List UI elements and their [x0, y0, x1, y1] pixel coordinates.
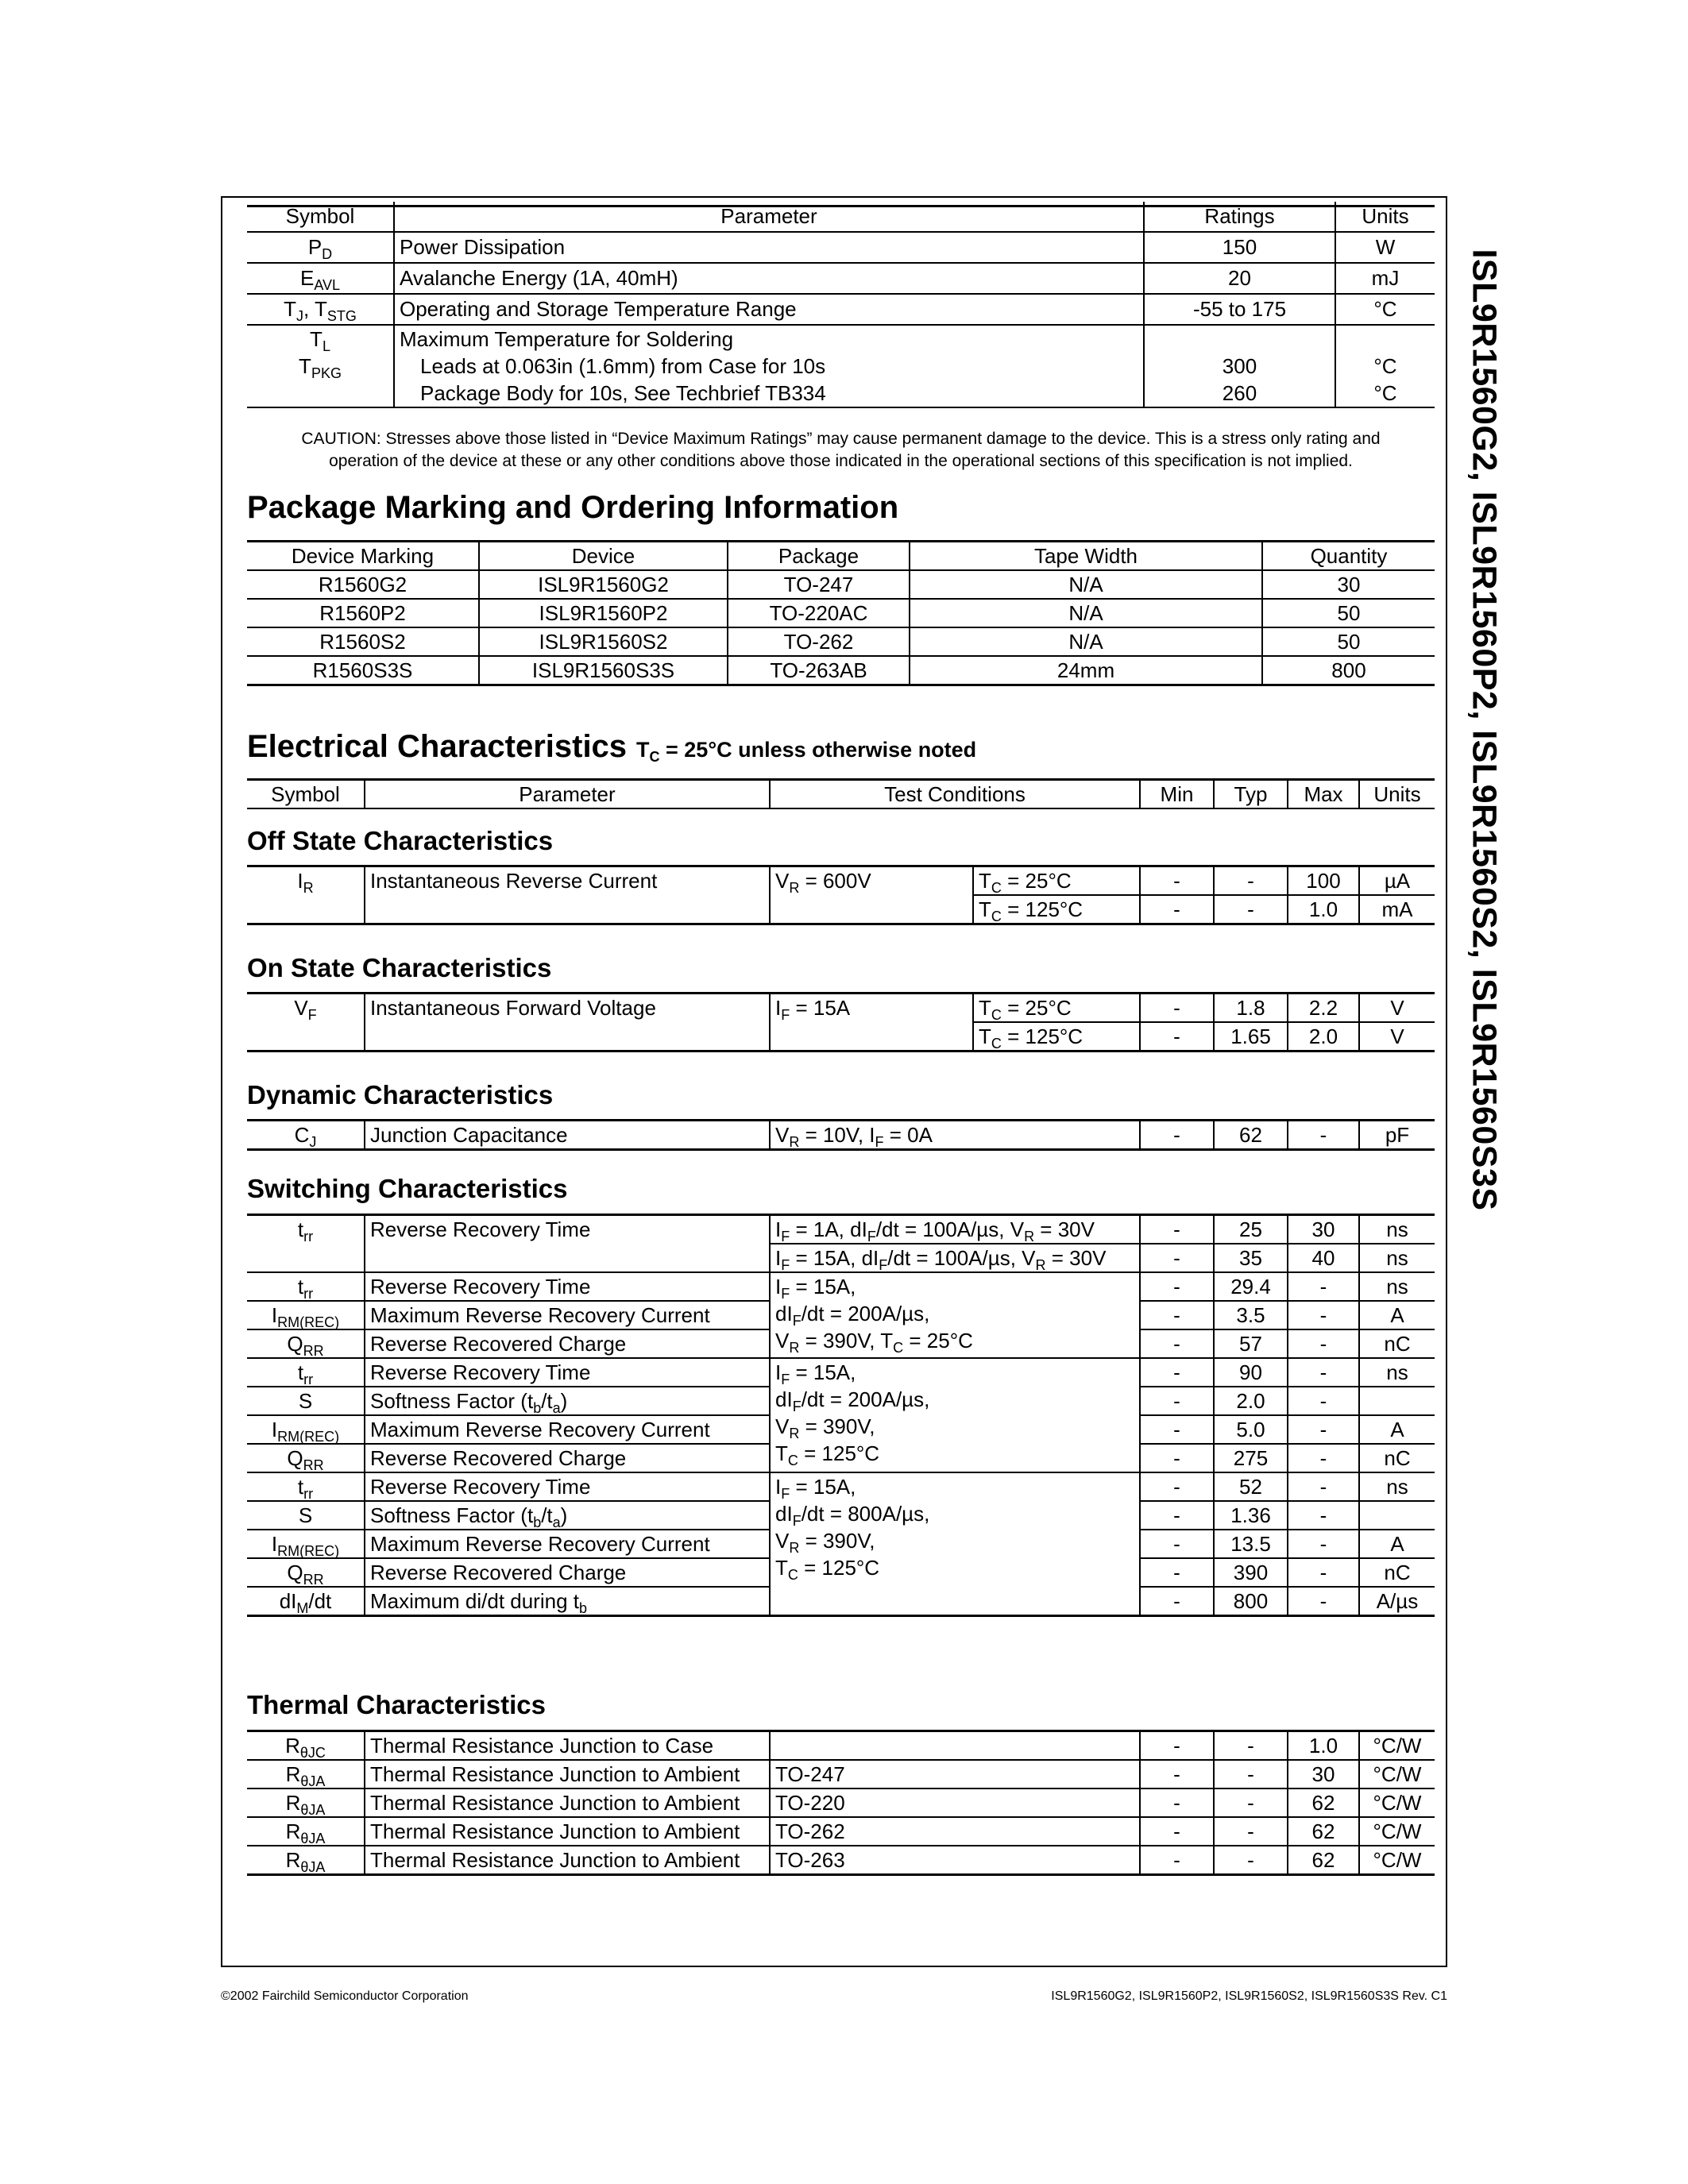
- ratings-header-units: Units: [1335, 202, 1435, 232]
- table-row: $R_{\theta JC}$ Thermal Resistance Junction to Case - - 1.0 °C/W: [247, 1731, 1435, 1761]
- table-row: $I_R$ Instantaneous Reverse Current $V_R = 600V$ $T_C = 25^\circ C$ - - 100 µA: [247, 866, 1435, 896]
- table-row: $R_{\theta JA}$ Thermal Resistance Junction to Ambient TO-247 - - 30 °C/W: [247, 1760, 1435, 1788]
- package-header-quantity: Quantity: [1262, 542, 1435, 571]
- table-row: $R_{\theta JA}$ Thermal Resistance Junction to Ambient TO-220 - - 62 °C/W: [247, 1788, 1435, 1817]
- table-row: $Q_{RR}$ Reverse Recovered Charge - 57 - nC: [247, 1329, 1435, 1358]
- ratings-header-ratings: Ratings: [1144, 202, 1335, 232]
- table-row: $dI_M/dt$ Maximum di/dt during $t_b$ - 800 - A/µs: [247, 1587, 1435, 1616]
- table-row: $t_{rr}$ Reverse Recovery Time $I_F = 1A$, $dI_F/dt = 100A/\mu s$, $V_R = 30V$ - 25 30 ns: [247, 1215, 1435, 1244]
- table-row: $I_{RM(REC)}$ Maximum Reverse Recovery Current - 3.5 - A: [247, 1301, 1435, 1329]
- table-row: $R_{\theta JA}$ Thermal Resistance Junction to Ambient TO-262 - - 62 °C/W: [247, 1817, 1435, 1846]
- table-row: $t_{rr}$ Reverse Recovery Time $I_F = 15A$, $dI_F/dt = 800A/\mu s$, $V_R = 390V$, $T_C = 125^\circ C$ - 52 - ns: [247, 1472, 1435, 1501]
- package-header-tape: Tape Width: [910, 542, 1262, 571]
- electrical-header-table: Symbol Parameter Test Conditions Min Typ Max Units: [247, 778, 1435, 809]
- table-row: R1560P2 ISL9R1560P2 TO-220AC N/A 50: [247, 599, 1435, 627]
- table-row: $R_{\theta JA}$ Thermal Resistance Junction to Ambient TO-263 - - 62 °C/W: [247, 1846, 1435, 1875]
- package-heading: Package Marking and Ordering Information: [247, 490, 899, 525]
- package-header-package: Package: [728, 542, 910, 571]
- table-row: $E_{AVL}$ Avalanche Energy (1A, 40mH) 20 mJ: [247, 263, 1435, 294]
- table-row: $I_{RM(REC)}$ Maximum Reverse Recovery Current - 5.0 - A: [247, 1415, 1435, 1444]
- on-state-title: On State Characteristics: [247, 953, 552, 982]
- table-row: $t_{rr}$ Reverse Recovery Time $I_F = 15A$, $dI_F/dt = 200A/\mu s$, $V_R = 390V$, $T_C = 125^\circ C$ - 90 - ns: [247, 1358, 1435, 1387]
- thermal-table: [247, 1730, 1435, 1876]
- table-row: $I_{RM(REC)}$ Maximum Reverse Recovery Current - 13.5 - A: [247, 1530, 1435, 1558]
- table-row: S Softness Factor $(t_b/t_a)$ - 2.0 -: [247, 1387, 1435, 1415]
- ratings-table: [247, 202, 1435, 408]
- thermal-title: Thermal Characteristics: [247, 1690, 547, 1719]
- package-header-marking: Device Marking: [291, 544, 435, 568]
- ratings-header-symbol: Symbol: [285, 204, 355, 228]
- table-row: $T_C = 125^\circ C$ - 1.65 2.0 V: [247, 1022, 1435, 1051]
- package-header-device: Device: [479, 542, 728, 571]
- ratings-header-parameter: Parameter: [394, 202, 1144, 232]
- side-title-bar: [1459, 196, 1508, 1264]
- table-row: $Q_{RR}$ Reverse Recovered Charge - 275 - nC: [247, 1444, 1435, 1472]
- on-state-table: [247, 992, 1435, 1052]
- table-row: $T_J$, $T_{STG}$ Operating and Storage Temperature Range -55 to 175 °C: [247, 294, 1435, 325]
- dynamic-table: [247, 1119, 1435, 1151]
- switching-title: Switching Characteristics: [247, 1174, 568, 1203]
- table-row: $P_D$ Power Dissipation 150 W: [247, 232, 1435, 263]
- switching-table: [247, 1214, 1435, 1617]
- table-row: R1560S3S ISL9R1560S3S TO-263AB 24mm 800: [247, 656, 1435, 685]
- table-row: R1560G2 ISL9R1560G2 TO-247 N/A 30: [247, 570, 1435, 599]
- off-state-table: [247, 865, 1435, 925]
- table-row: S Softness Factor $(t_b/t_a)$ - 1.36 -: [247, 1501, 1435, 1530]
- dynamic-title: Dynamic Characteristics: [247, 1080, 554, 1109]
- package-table: [247, 540, 1435, 686]
- off-state-title: Off State Characteristics: [247, 826, 554, 855]
- table-row: $T_L$ $T_{PKG}$ Maximum Temperature for Soldering Leads at 0.063in (1.6mm) from Case for 10s Package Body for 10s, See Techbrief TB334 300 260 °C °C: [247, 325, 1435, 407]
- electrical-heading: Electrical Characteristics $T_C = 25^\circ C$ unless otherwise noted: [247, 729, 977, 765]
- table-row: $Q_{RR}$ Reverse Recovered Charge - 390 - nC: [247, 1558, 1435, 1587]
- table-row: $C_J$ Junction Capacitance $V_R = 10V$, $I_F = 0A$ - 62 - pF: [247, 1121, 1435, 1150]
- footer-copyright: ©2002 Fairchild Semiconductor Corporation: [221, 1989, 469, 2003]
- footer-part-numbers: ISL9R1560G2, ISL9R1560P2, ISL9R1560S2, ISL9R1560S3S Rev. C1: [1051, 1989, 1447, 2003]
- table-row: $I_F = 15A$, $dI_F/dt = 100A/\mu s$, $V_R = 30V$ - 35 40 ns: [247, 1244, 1435, 1272]
- table-row: R1560S2 ISL9R1560S2 TO-262 N/A 50: [247, 627, 1435, 656]
- table-row: $T_C = 125^\circ C$ - - 1.0 mA: [247, 895, 1435, 924]
- side-title: ISL9R1560G2, ISL9R1560P2, ISL9R1560S2, ISL9R1560S3S: [1465, 249, 1504, 1211]
- table-row: $t_{rr}$ Reverse Recovery Time $I_F = 15A$, $dI_F/dt = 200A/\mu s$, $V_R = 390V$, $T_C = 25^\circ C$ - 29.4 - ns: [247, 1272, 1435, 1301]
- table-row: $V_F$ Instantaneous Forward Voltage $I_F = 15A$ $T_C = 25^\circ C$ - 1.8 2.2 V: [247, 994, 1435, 1023]
- caution-note: CAUTION: Stresses above those listed in “Device Maximum Ratings” may cause permanent damage to the device. This is a stress only rating and operation of the device at these or any other conditions above those indicated in the operational sections of this specification is not implied.: [301, 430, 1381, 470]
